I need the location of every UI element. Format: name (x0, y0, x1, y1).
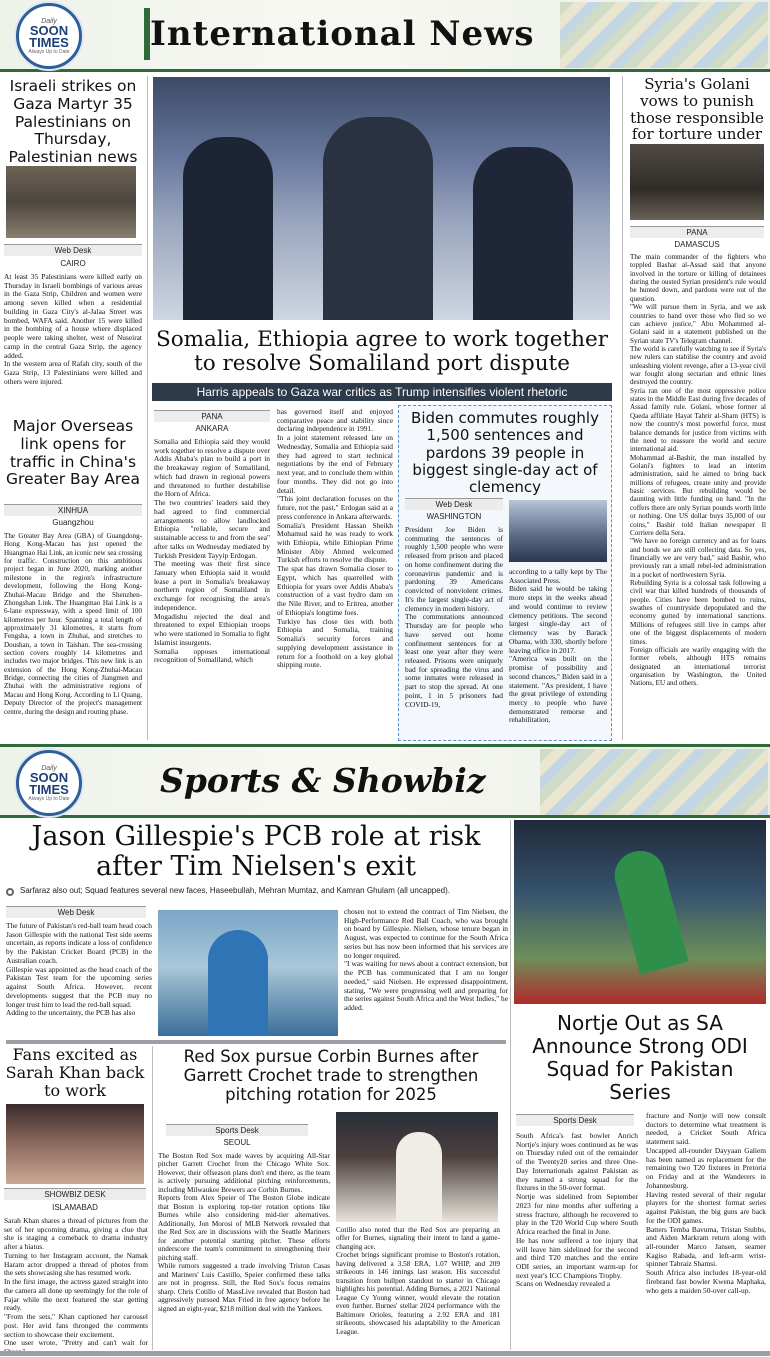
harris-banner: Harris appeals to Gaza war critics as Trump intensifies violent rhetoric (152, 383, 612, 401)
somalia-photo (153, 77, 610, 320)
syria-dateline: DAMASCUS (674, 240, 720, 249)
syria-headline: Syria's Golani vows to punish those responsible for torture under (630, 75, 764, 144)
intl-header (0, 0, 770, 72)
syria-desk: PANA (630, 226, 764, 238)
somalia-desk: PANA (154, 410, 270, 422)
section-title: International News (150, 14, 535, 54)
gaza-desk: Web Desk (4, 244, 142, 256)
somalia-col1: Somalia and Ethiopia said they would work together to resolve a dispute over Addis Ababa's plan to build a port in the breakaway region of Somaliland, which had drawn in regional powers and threatened to further destabilise the Horn of Africa. The two countries' leaders said they had agreed to find commercial arrangements to allow landlocked Ethiopia "reliable, secure and sustainable access to and from the sea" after talks on Wednesday mediated by Turkish President Tayyip Erdogan. The meeting was their first since January when Ethiopia said it would lease a port in Somalia's breakaway northern region of Somaliland in exchange for recognising the area's independence. Mogadishu rejected the deal and threatened to expel Ethiopian troops who were stationed in Somalia to fight Islamist insurgents. Somalia opposes international recognition of Somaliland, which (154, 437, 270, 665)
biden-dateline: WASHINGTON (426, 512, 482, 521)
gaza-dateline: CAIRO (60, 259, 86, 268)
gillespie-photo (158, 910, 338, 1036)
syria-body: The main commander of the fighters who toppled Bashar al-Assad said that anyone involved in the torture or killing of detainees during the ousted Syrian president's rule would be hunted down, and pardons were out of the question. "We will pursue them in Syria, and we ask countries to hand over those who fled so we can achieve justice," Abu Mohammed al-Golani said in a statement published on the Syrian state TV's Telegram channel. The world is carefully watching to see if Syria's new rulers can stabilise the country and avoid unleashing violent revenge, after a 13-year civil war fought along sectarian and ethnic lines destroyed the country. Syria ran one of the most oppressive police states in the Middle East during five decades of Assad family rule. Golani, whose former al Qaeda affiliate Hayat Tahrir al-Sham (HTS) is now the country's most powerful force, must balance demands for justice from victims with the need to reassure the world and secure international aid. Mohammad al-Bashir, the man installed by Golani's fighters to lead an interim administration, said he aimed to bring back millions of refugees, create unity and provide basic services. But rebuilding would be daunting with little funding on hand. "In the coffers there are only Syrian pounds worth little or nothing. One US dollar buys 35,000 of our coins," Bashir told Italian newspaper Il Corriere della Sera. "We have no foreign currency and as for loans and bonds we are still collecting data. So yes, financially we are very bad," said Bashir, who previously ran a small rebel-led administration in a pocket of northwestern Syria. Rebuilding Syria is a colossal task following a civil war that killed hundreds of thousands of people. Cities have been bombed to ruins, swathes of countryside depopulated and the economy gutted by international sanctions. Millions of refugees still live in camps after one of the biggest displacements of modern times. Foreign officials are warily engaging with the former rebels, although HTS remains designated an international terrorist organisation by Washington, the United Nations, EU and others. (630, 253, 766, 688)
bullet-icon (6, 888, 14, 896)
nortje-col2: fracture and Nortje will now consult doctors to determine what treatment is needed, a Cricket South Africa statement said. Uncapped all-rounder Dayyaan Galiem has been named as replacement for the remaining two T20 fixtures in Pretoria on Friday and at the Wanderers in Johannesburg. Having rested several of their regular players for the shortest format series against Pakistan, the big guns are back for the ODI games. Batters Temba Bavuma, Tristan Stubbs, and Aiden Markram return along with all-rounder Marco Jansen, seamer Kagiso Rabada, and left-arm wrist-spinner Tabraiz Shamsi. South Africa also includes 18-year-old firebrand fast bowler Kwena Maphaka, who gets a maiden 50-over call-up. (646, 1111, 766, 1295)
biden-col2: according to a tally kept by The Associated Press. Biden said he would be taking more steps in the weeks ahead and would continue to review clemency petitions. The second largest single-day act of clemency was by Barack Obama, with 330, shortly before leaving office in 2017. "America was built on the promise of possibility and second chances," Biden said in a statement. "As president, I have the great privilege of extending mercy to people who have demonstrated remorse and rehabilitation, (509, 567, 607, 725)
header-collage (560, 2, 768, 68)
redsox-headline: Red Sox pursue Corbin Burnes after Garrett Crochet trade to strengthen pitching rotation for 2025 (183, 1047, 479, 1104)
redsox-col2: Cotillo also noted that the Red Sox are preparing an offer for Burnes, signaling their intent to land a game-changing ace. Crochet brings significant promise to Boston's rotation, having delivered a 3.58 ERA, 1.07 WHIP, and 209 strikeouts in 146 innings last season. His successful transition from bullpen standout to starter in Chicago highlights his potential. Adding Burnes, a 2021 National League Cy Young winner, would elevate the rotation even further. Burnes' stellar 2024 performance with the Baltimore Orioles, featuring a 2.92 ERA and 181 strikeouts, showcased his adaptability to the American League. (336, 1226, 500, 1336)
newspaper-logo: Daily SOON TIMES Always Up to Date (16, 750, 82, 816)
nortje-col1: South Africa's fast bowler Anrich Nortje's injury woes continued as he was on Thursday ruled out of the remainder of the Twenty20 series and three One-Day Internationals against Pakistan as they named a strong squad for the fixtures in the 50-over format. Nortje was sidelined from September 2023 for nine months after suffering a stress fracture, although he recovered to play in the T20 World Cup where South Africa reached the final in June. He has now suffered a toe injury that will leave him sidelined for the second and third T20 matches and the entire ODI series, an important warm-up for next year's ICC Champions Trophy. Scans on Wednesday revealed a (516, 1131, 638, 1289)
biden-col1: President Joe Biden is commuting the sentences of roughly 1,500 people who were released from prison and placed on home confinement during the coronavirus pandemic and is pardoning 39 Americans convicted of nonviolent crimes. It's the largest single-day act of clemency in modern history. The commutations announced Thursday are for people who have served out home confinement sentences for at least one year after they were released. Prisons were uniquely bad for spreading the virus and some inmates were released in part to stop the spread. At one point, 1 in 5 prisoners had COVID-19, (405, 525, 503, 709)
somalia-dateline: ANKARA (195, 424, 229, 433)
gba-headline: Major Overseas link opens for traffic in China's Greater Bay Area (6, 417, 140, 489)
gillespie-desk: Web Desk (6, 906, 146, 918)
biden-box (398, 405, 612, 741)
sports-header (0, 744, 770, 818)
sarah-dateline: ISLAMABAD (52, 1203, 98, 1212)
column-divider (152, 1046, 153, 1350)
somalia-headline: Somalia, Ethiopia agree to work together to resolve Somaliland port dispute (155, 327, 608, 377)
redsox-desk: Sports Desk (166, 1124, 308, 1136)
sarah-photo (6, 1104, 144, 1184)
redsox-dateline: SEOUL (223, 1138, 251, 1147)
sarah-desk: SHOWBIZ DESK (4, 1188, 146, 1200)
gillespie-col1: The future of Pakistan's red-ball team head coach Jason Gillespie with the national Test side seems uncertain, as reports indicate a loss of confidence by the Pakistan Cricket Board (PCB) in the Australian coach. Gillespie was appointed as the head coach of the Pakistan Test team for the upcoming series against South Africa. However, recent developments suggest that the PCB may no longer trust him to lead the red-ball squad. Adding to the uncertainty, the PCB has also (6, 921, 153, 1018)
column-divider (147, 76, 148, 740)
column-divider (510, 820, 511, 1350)
gba-dateline: Guangzhou (52, 518, 94, 527)
biden-photo (509, 500, 607, 562)
sarah-body: Sarah Khan shares a thread of pictures from the set of her upcoming drama, giving a clue that she is staging a comeback to drama industry after a hiatus. Turning to her Instagram account, the Namak Haram actor dropped a thread of photos from the sets showcasing she has resumed work. In the first image, the actress gazed straight into the camera all done up seemingly for the role of Fajar while the next featured the star getting ready. "From the sets," Khan captioned her carousel post. Her avid fans thronged the comments section to showcase their excitement. One user wrote, "Pretty and can't wait for (4, 1216, 148, 1348)
section-divider (6, 1040, 506, 1044)
newspaper-logo: Daily SOON TIMES Always Up to Date (16, 3, 82, 69)
gaza-headline: Israeli strikes on Gaza Martyr 35 Palestinians on Thursday, Palestinian news (8, 77, 138, 167)
redsox-col1: The Boston Red Sox made waves by acquiring All-Star pitcher Garrett Crochet from the Chicago White Sox. However, their offseason plans don't end there, as the team is actively pursuing additional pitching reinforcements, including Milwaukee Brewers ace Corbin Burnes. Reports from Alex Speier of The Boston Globe indicate that Boston is exploring top-tier rotation options like Burnes while also considering mid-tier alternatives. Additionally, Jon Morosi of MLB Network revealed that the Red Sox are in discussions with the Seattle Mariners for another potential starting pitcher. These efforts underscore the team's commitment to strengthening their pitching staff. While rumors suggested a trade involving Triston Casas and Mariners' Luis Castillo, Speier confirmed these talks are not in progress. Still, the Red Sox's focus remains sharp. Chris Cotillo of MassLive revealed that Boston had aggressively pursued Max Fried in free agency before he signed an eight-year, $218 million deal with the Yankees. (158, 1152, 330, 1313)
section-title: Sports & Showbiz (160, 761, 486, 800)
gba-body: The Greater Bay Area (GBA) of Guangdong-Hong Kong-Macau has just opened the Huangmao Hai Link, an iconic new sea crossing for traffic. Construction on this ambitious project began in June 2020, marking another milestone in the region's infrastructure development, following the Hong Kong-Zhuhai-Macau Bridge and the Shenzhen-Zhongshan Link. The Huangmao Hai Link is a 6-lane expressway, with a speed limit of 100 kilometres per hour. Spanning a total length of approximately 31 kilometres, it starts from Fengsha, a town in Zhuhai, and stretches to Doushan, a town in Taishan. The sea-crossing section covers roughly 14 kilometres and includes two major bridges. This new link is an extension of the Hong Kong-Zhuhai-Macau Bridge, connecting the cities of Jiangmen and Zhuhai with the administrative regions of Macau and Hong Kong. According to Li Quang, Deputy Director of the project's management centre, during the design and routing phase. (4, 532, 142, 716)
biden-desk: Web Desk (405, 498, 503, 510)
nortje-headline: Nortje Out as SA Announce Strong ODI Squad for Pakistan Series (532, 1011, 748, 1104)
gillespie-subhead: Sarfaraz also out; Squad features several new faces, Haseebullah, Mehran Mumtaz, and Kamran Ghulam (all uncapped). (20, 886, 451, 895)
page-footer-bar (0, 1351, 770, 1356)
sarah-headline: Fans excited as Sarah Khan back to work (5, 1045, 145, 1100)
redsox-photo (336, 1112, 498, 1222)
somalia-col2: has governed itself and enjoyed comparative peace and stability since declaring independence in 1991. In a joint statement released late on Wednesday, Somalia and Ethiopia said they had agreed to start technical negotiations by the end of February next year, and to conclude them within four months. They did not go into detail. "This joint declaration focuses on the future, not the past," Erdogan said at a press conference in Ankara afterwards. Somalia's President Hassan Sheikh Mohamud said he was ready to work with Ethiopia, while Ethiopian Prime Minister Abiy Ahmed welcomed Turkish efforts to resolve the dispute. The spat has drawn Somalia closer to Egypt, which has quarrelled with Ethiopia for years over Addis Ababa's construction of a vast hydro dam on the Nile River, and to Eritrea, another of Ethiopia's longtime foes. Turkiye has close ties with both Ethiopia and Somalia, training Somalia's security forces and supplying development assistance in return for a foothold on a key global shipping route. (277, 407, 393, 670)
nortje-desk: Sports Desk (516, 1114, 634, 1126)
biden-headline: Biden commutes roughly 1,500 sentences and pardons 39 people in biggest single-day act of clemency (411, 409, 599, 496)
gba-desk: XINHUA (4, 504, 142, 516)
gillespie-col2: chosen not to extend the contract of Tim Nielsen, the High-Performance Red Ball Coach, who was brought on board by Gillespie. Nielsen, whose tenure began in August, was expected to continue for the South Africa series but has now been informed that his services are no longer required. "I was waiting for news about a contract extension, but the PCB has communicated that I am no longer needed," said Nielsen. He expressed disappointment, stating, "We were progressing well and preparing for the series against South Africa and the West Indies," he added. (344, 907, 508, 1013)
gaza-body: At least 35 Palestinians were killed early on Thursday in Israeli bombings of various areas in the Gaza Strip, Children and women were among seven killed when a residential building in Gaza City's al-Jalaa Street was bombed, WAFA said. Another 15 were killed in the bombing of a house where displaced people were taking shelter, west of Nuseirat camp in the central Gaza Strip, the agency added. In the western area of Rafah city, south of the Gaza Strip, 13 Palestinians were killed and others were injured. (4, 272, 142, 386)
gillespie-headline: Jason Gillespie's PCB role at risk after Tim Nielsen's exit (31, 821, 481, 883)
sports-collage (540, 749, 768, 815)
nortje-photo (514, 820, 766, 1004)
syria-photo (630, 144, 764, 220)
column-divider (622, 76, 623, 740)
gaza-photo (6, 166, 136, 238)
